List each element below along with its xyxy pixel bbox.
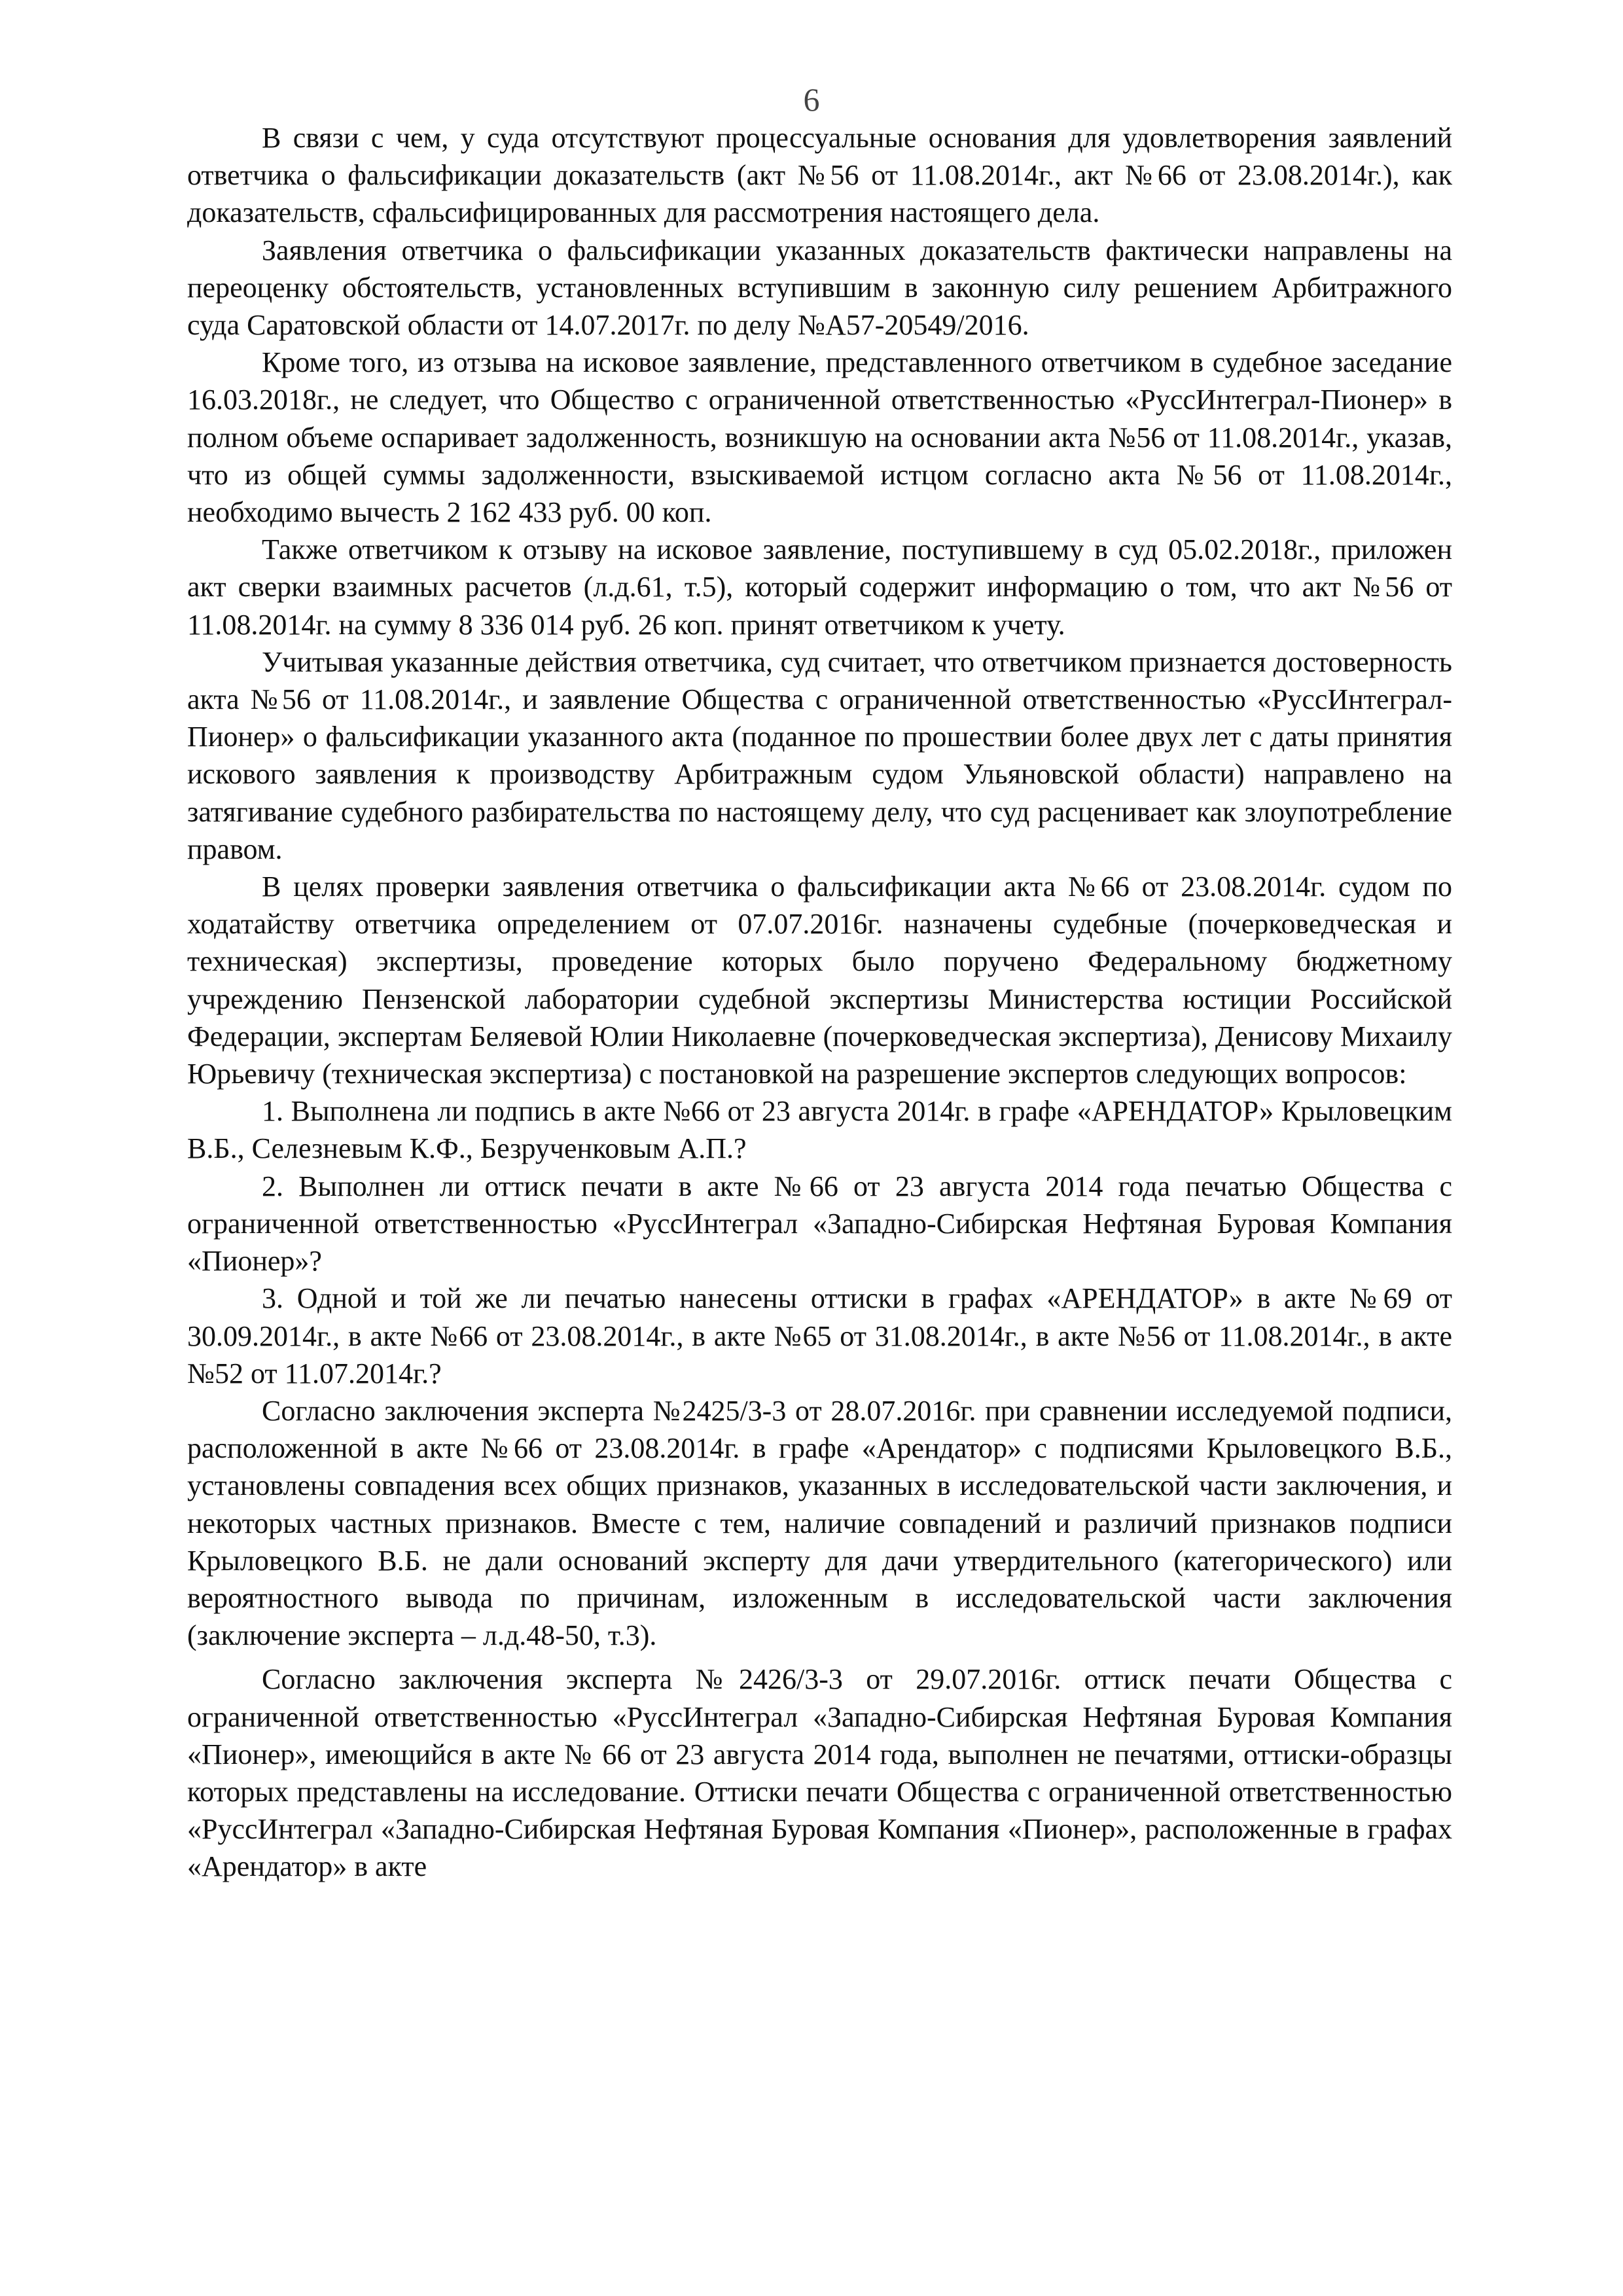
page-number: 6: [803, 81, 820, 118]
paragraph: В связи с чем, у суда отсутствуют процессуальные основания для удовлетворения заявлений ответчика о фальсификации доказательств (акт №56 от 11.08.2014г., акт №66 от 23.08.2014г.), как доказательств, сфальсифицированных для рассмотрения настоящего дела.: [187, 122, 1452, 229]
list-item: 1. Выполнена ли подпись в акте №66 от 23 августа 2014г. в графе «АРЕНДАТОР» Крыловецким В.Б., Селезневым К.Ф., Безрученковым А.П.?: [187, 1095, 1452, 1165]
paragraph: В целях проверки заявления ответчика о фальсификации акта №66 от 23.08.2014г. судом по ходатайству ответчика определением от 07.07.2016г. назначены судебные (почерковедческая и техническая) экспертизы, проведение которых было поручено Федеральному бюджетному учреждению Пензенской лаборатории судебной экспертизы Министерства юстиции Российской Федерации, экспертам Беляевой Юлии Николаевне (почерковедческая экспертиза), Денисову Михаилу Юрьевичу (техническая экспертиза) с постановкой на разрешение экспертов следующих вопросов:: [187, 870, 1452, 1090]
list-item: 2. Выполнен ли оттиск печати в акте №66 от 23 августа 2014 года печатью Общества с ограниченной ответственностью «РуссИнтеграл «Западно-Сибирская Нефтяная Буровая Компания «Пионер»?: [187, 1170, 1452, 1278]
paragraph: Заявления ответчика о фальсификации указанных доказательств фактически направлены на переоценку обстоятельств, установленных вступившим в законную силу решением Арбитражного суда Саратовской области от 14.07.2017г. по делу №А57-20549/2016.: [187, 234, 1452, 342]
list-item: 3. Одной и той же ли печатью нанесены оттиски в графах «АРЕНДАТОР» в акте №69 от 30.09.2014г., в акте №66 от 23.08.2014г., в акте №65 от 31.08.2014г., в акте №56 от 11.08.2014г., в акте №52 от 11.07.2014г.?: [187, 1282, 1452, 1390]
paragraph: Также ответчиком к отзыву на исковое заявление, поступившему в суд 05.02.2018г., приложен акт сверки взаимных расчетов (л.д.61, т.5), который содержит информацию о том, что акт №56 от 11.08.2014г. на сумму 8 336 014 руб. 26 коп. принят ответчиком к учету.: [187, 533, 1452, 641]
paragraph: Согласно заключения эксперта №2425/3-3 от 28.07.2016г. при сравнении исследуемой подписи, расположенной в акте №66 от 23.08.2014г. в графе «Арендатор» с подписями Крыловецкого В.Б., установлены совпадения всех общих признаков, указанных в исследовательской части заключения, и некоторых частных признаков. Вместе с тем, наличие совпадений и различий признаков подписи Крыловецкого В.Б. не дали оснований эксперту для дачи утвердительного (категорического) или вероятностного вывода по причинам, изложенным в исследовательской части заключения (заключение эксперта – л.д.48-50, т.3).: [187, 1394, 1452, 1652]
paragraph: Согласно заключения эксперта №2426/3-3 от 29.07.2016г. оттиск печати Общества с ограниченной ответственностью «РуссИнтеграл «Западно-Сибирская Нефтяная Буровая Компания «Пионер», имеющийся в акте № 66 от 23 августа 2014 года, выполнен не печатями, оттиски-образцы которых представлены на исследование. Оттиски печати Общества с ограниченной ответственностью «РуссИнтеграл «Западно-Сибирская Нефтяная Буровая Компания «Пионер», расположенные в графах «Арендатор» в акте: [187, 1663, 1452, 1883]
paragraph: Кроме того, из отзыва на исковое заявление, представленного ответчиком в судебное заседание 16.03.2018г., не следует, что Общество с ограниченной ответственностью «РуссИнтеграл-Пионер» в полном объеме оспаривает задолженность, возникшую на основании акта №56 от 11.08.2014г., указав, что из общей суммы задолженности, взыскиваемой истцом согласно акта №56 от 11.08.2014г., необходимо вычесть 2 162 433 руб. 00 коп.: [187, 346, 1452, 529]
paragraph: Учитывая указанные действия ответчика, суд считает, что ответчиком признается достоверность акта №56 от 11.08.2014г., и заявление Общества с ограниченной ответственностью «РуссИнтеграл-Пионер» о фальсификации указанного акта (поданное по прошествии более двух лет с даты принятия искового заявления к производству Арбитражным судом Ульяновской области) направлено на затягивание судебного разбирательства по настоящему делу, что суд расценивает как злоупотребление правом.: [187, 645, 1452, 865]
document-body: [187, 119, 1452, 1886]
